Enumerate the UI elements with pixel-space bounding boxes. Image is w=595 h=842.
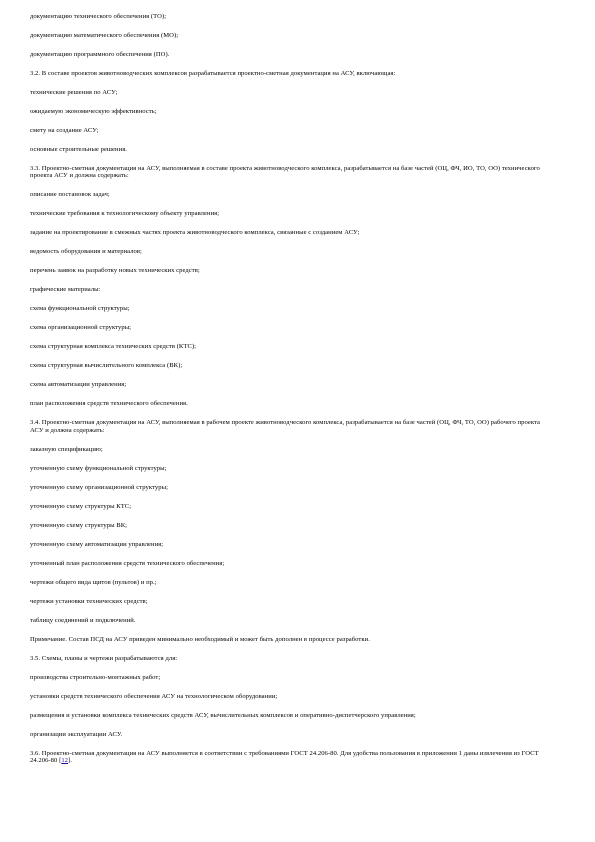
paragraph-text: таблицу соединений и подключений. [30,616,136,624]
paragraph [30,579,555,587]
paragraph-text: чертежи общего вида щитов (пультов) и пр.; [30,578,157,586]
paragraph-text: описание постановок задач; [30,191,110,199]
paragraph [30,127,555,135]
paragraph [30,465,555,473]
paragraph-text: схема структурная вычислительного комплекса (ВК); [30,362,183,370]
paragraph [30,324,555,332]
paragraph-text: уточненную схему организационной структуры; [30,483,168,491]
paragraph [30,522,555,530]
paragraph-text: установки средств технического обеспечения АСУ на технологическом оборудовании; [30,692,278,700]
paragraph [30,32,555,40]
paragraph-text: уточненный план расположения средств технического обеспечения; [30,559,225,567]
paragraph [30,165,555,180]
paragraph [30,750,555,765]
paragraph [30,381,555,389]
paragraph-text: размещения и установки комплекса технических средств АСУ, вычислительных комплексов и оперативно-диспетчерского управления; [30,711,416,719]
paragraph-text: заказную спецификацию; [30,445,103,453]
paragraph [30,693,555,701]
paragraph-text: схема функциональной структуры; [30,305,130,313]
paragraph-text: схема организационной структуры; [30,324,132,332]
paragraph [30,446,555,454]
document-body [30,13,555,765]
paragraph-text: перечень заявок на разработку новых технических средств; [30,267,200,275]
paragraph [30,560,555,568]
paragraph [30,712,555,720]
paragraph [30,674,555,682]
paragraph [30,210,555,218]
paragraph [30,13,555,21]
paragraph [30,286,555,294]
paragraph-text: ведомость оборудования и материалов; [30,248,142,256]
paragraph-text: технические требования к технологическому объекту управления; [30,210,220,218]
paragraph-text: производства строительно-монтажных работ; [30,673,161,681]
paragraph-text: технические решения по АСУ; [30,88,118,96]
paragraph [30,617,555,625]
paragraph-text: графические материалы: [30,286,101,294]
paragraph-text: план расположения средств технического обеспечения. [30,400,188,408]
paragraph [30,191,555,199]
paragraph [30,305,555,313]
paragraph [30,343,555,351]
paragraph-text: организации эксплуатации АСУ. [30,730,123,738]
footnote-bracket-close: ]. [68,757,72,765]
paragraph-text: уточненную схему структуры ВК; [30,521,128,529]
paragraph-text: документацию программного обеспечения (ПО). [30,50,170,58]
paragraph-text: 3.5. Схемы, планы и чертежи разрабатываются для: [30,654,178,662]
paragraph-text: 3.3. Проектно-сметная документация на АСУ, выполняемая в составе проекта животноводческого комплекса, разрабатывается на базе частей (ОЦ, ФЧ, ИО, ТО, ОО) технического проекта АСУ и должна содержать: [30,164,540,180]
paragraph-text: чертежи установки технических средств; [30,597,148,605]
paragraph-text: уточненную схему функциональной структуры; [30,464,167,472]
paragraph-text: задание на проектирование в смежных частях проекта животноводческого комплекса, связанные с созданием АСУ; [30,229,360,237]
paragraph [30,51,555,59]
paragraph [30,70,555,78]
paragraph [30,636,555,644]
paragraph-text: смету на создание АСУ; [30,126,99,134]
paragraph [30,362,555,370]
paragraph-text: 3.4. Проектно-сметная документация на АСУ, выполняемая в рабочем проекте животноводческого комплекса, разрабатывается на базе частей (ОЦ, ФЧ, ТО, ОО) рабочего проекта АСУ и должна содержать: [30,419,541,434]
paragraph [30,484,555,492]
paragraph [30,108,555,116]
paragraph [30,503,555,511]
paragraph [30,229,555,237]
paragraph [30,655,555,663]
paragraph-text: уточненную схему структуры КТС; [30,502,132,510]
paragraph [30,146,555,154]
paragraph-text: схема структурная комплекса технических средств (КТС); [30,343,197,351]
paragraph-text: схема автоматизации управления; [30,381,127,389]
paragraph [30,400,555,408]
paragraph [30,248,555,256]
paragraph [30,731,555,739]
paragraph-text: основные строительные решения. [30,145,127,153]
paragraph-text: 3.6. Проектно-сметная документация на АСУ выполняется в соответствии с требованиями ГОСТ 24.206-80. Для удобства пользования в приложении 1 даны извлечения из ГОСТ 24.206-80 [30,749,539,765]
reference-link[interactable]: 12 [61,757,69,765]
paragraph-text: уточненную схему автоматизации управления; [30,540,164,548]
paragraph-text: документацию технического обеспечения (ТО); [30,13,167,20]
paragraph [30,89,555,97]
paragraph [30,267,555,275]
footnote-bracket-open: [ [59,757,62,765]
paragraph [30,541,555,549]
paragraph [30,598,555,606]
paragraph-text: документацию математического обеспечения (МО); [30,31,179,39]
paragraph [30,419,555,434]
paragraph-text: ожидаемую экономическую эффективность; [30,107,157,115]
paragraph-text: 3.2. В составе проектов животноводческих комплексов разрабатывается проектно-сметная документация на АСУ, включающая: [30,69,396,77]
paragraph-text: Примечание. Состав ПСД на АСУ приведен минимально необходимый и может быть дополнен в процессе разработки. [30,635,370,643]
